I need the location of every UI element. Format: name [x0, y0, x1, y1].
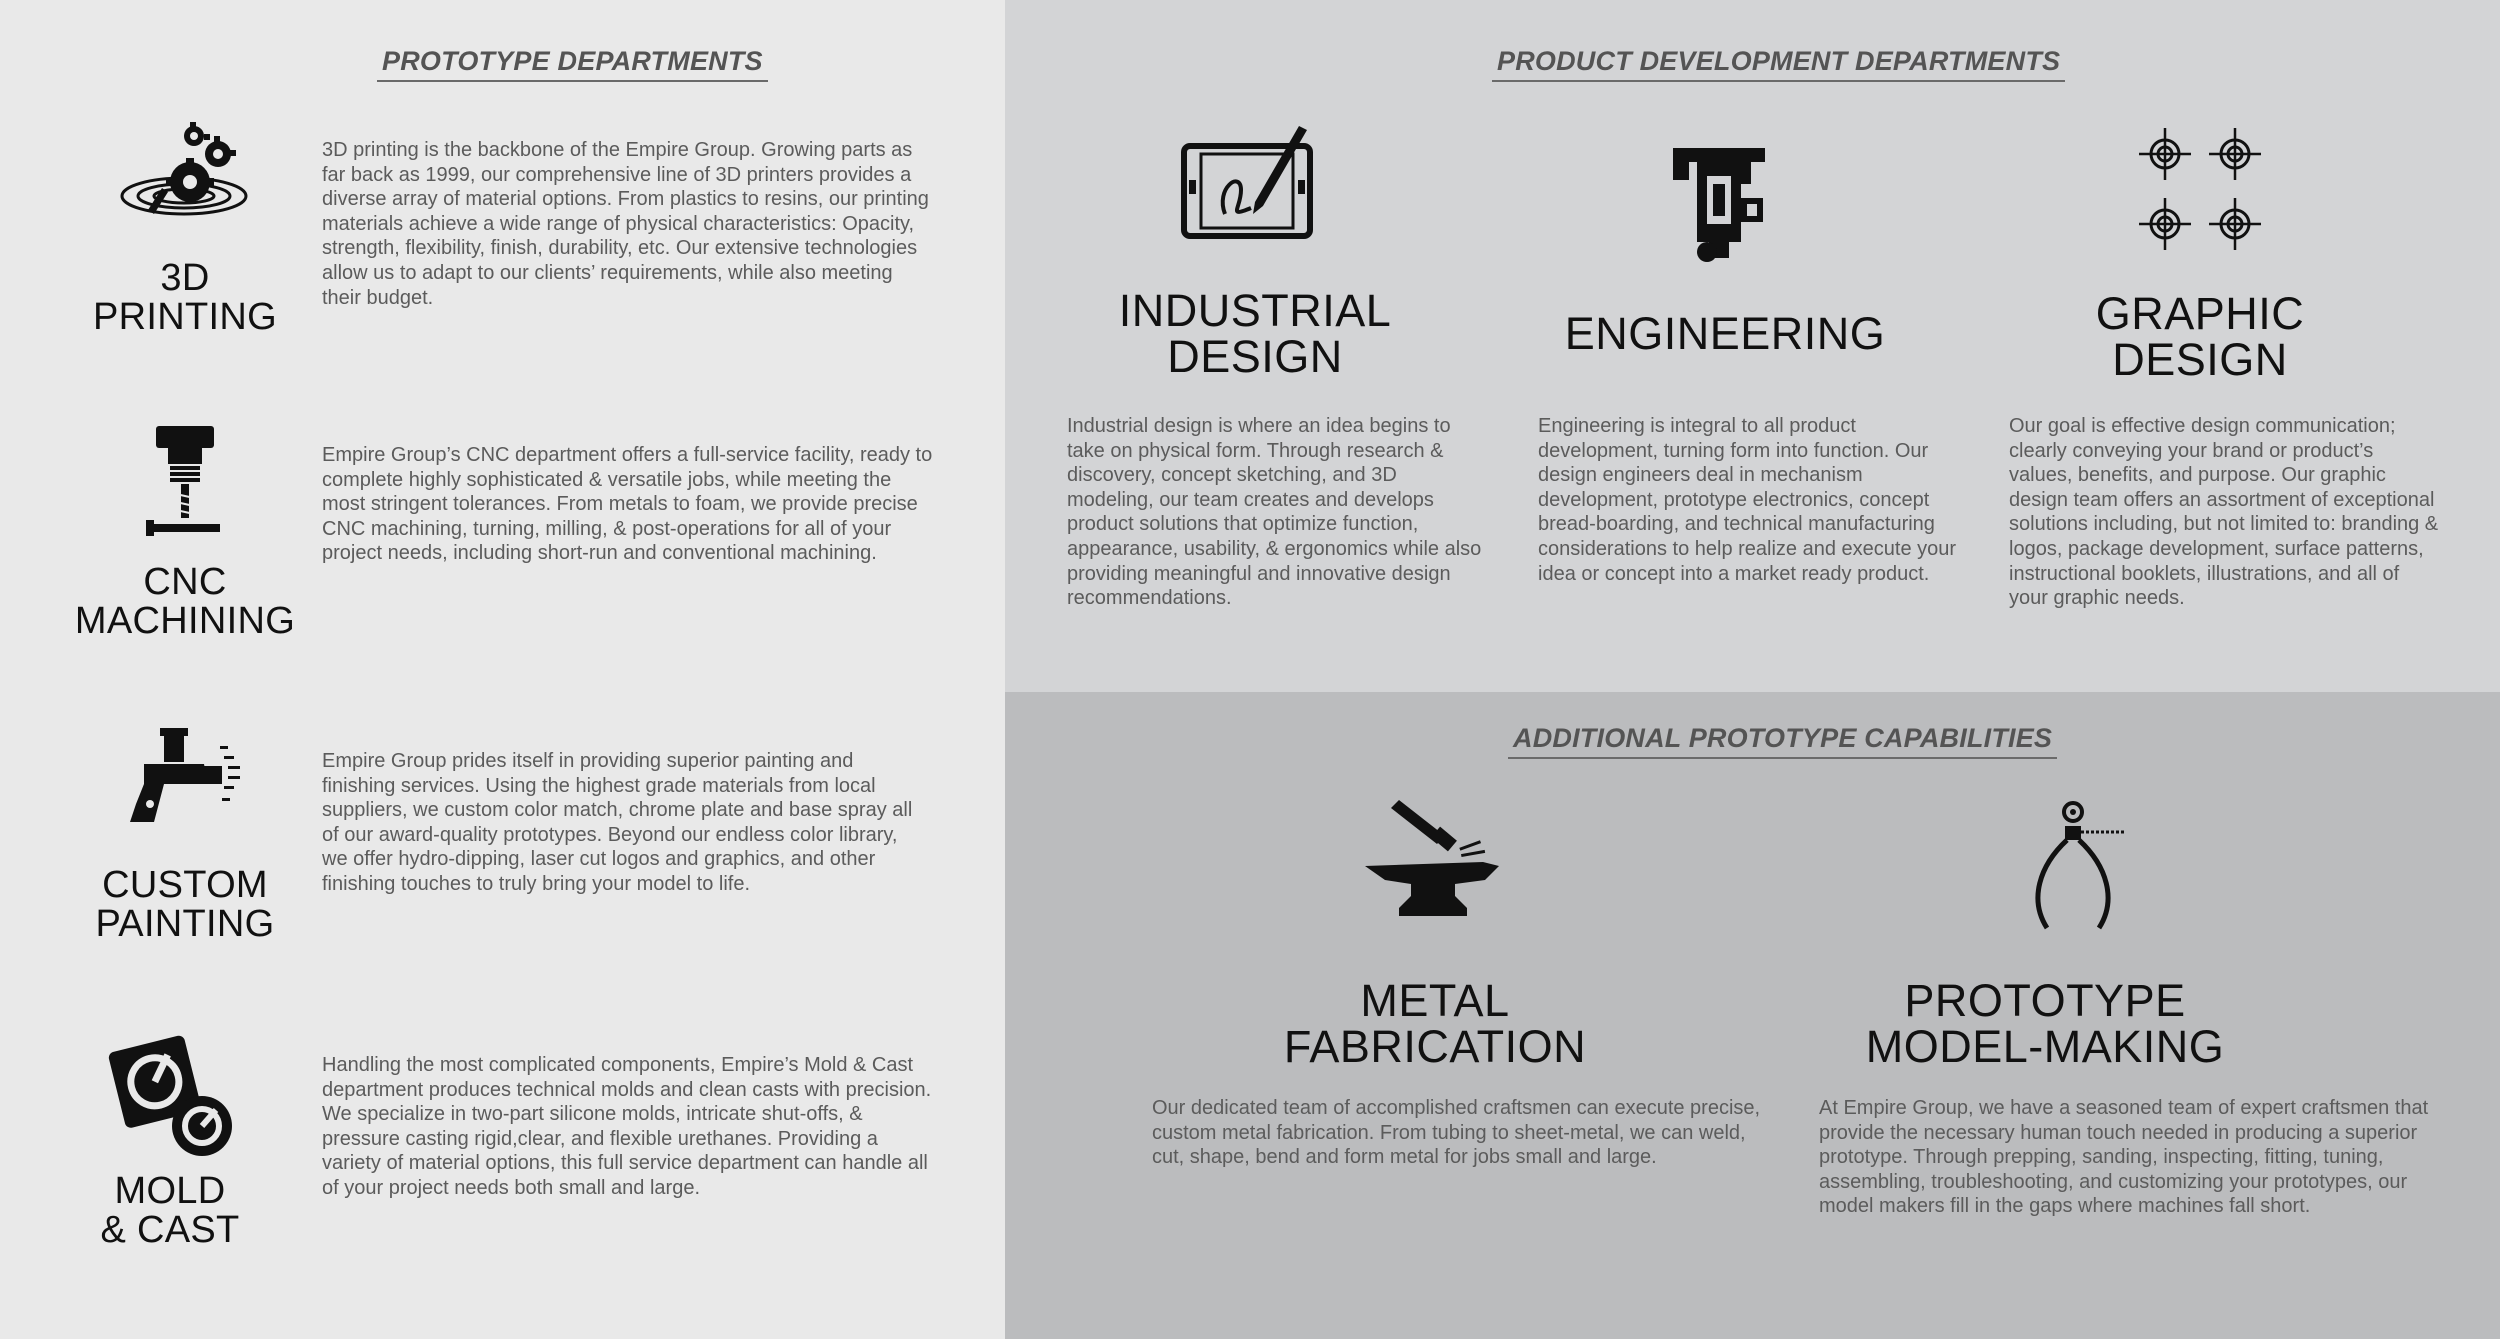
crop-marks-icon — [2135, 124, 2265, 254]
tablet-pen-icon — [1181, 118, 1319, 242]
dept-title-industrial-design: INDUSTRIAL DESIGN — [1118, 285, 1392, 382]
product-development-panel — [1005, 0, 2500, 692]
mold-cast-icon — [108, 1032, 234, 1158]
dept-desc-engineering: Engineering is integral to all product development, turning form into function. Our design engineers deal in mechanism development, prototype electronics, concept bread-boarding, and technical manufacturing considerations to help realize and execute your idea or concept into a market ready product. — [1538, 415, 1957, 585]
dept-title-custom-painting: CUSTOM PAINTING — [95, 864, 275, 945]
spray-gun-icon — [124, 726, 246, 826]
dept-title-prototype-model-making: PROTOTYPE MODEL-MAKING — [1865, 975, 2225, 1072]
dept-desc-3d-printing: 3D printing is the backbone of the Empire Group. Growing parts as far back as 1999, our comprehensive line of 3D printers provides a diverse array of material options. From plastics to resins, our printing materials achieve a wide range of physical characteristics: Opacity, strength, flexibility, finish, durability, etc. Our extensive technologies allow us to adapt to our clients’ requirements, while also meeting their budget. — [322, 139, 929, 309]
dept-desc-metal-fabrication: Our dedicated team of accomplished craftsmen can execute precise, custom metal fabrication. From tubing to sheet-metal, we can weld, cut, shape, bend and form metal for jobs small and large. — [1152, 1097, 1761, 1169]
dept-desc-graphic-design: Our goal is effective design communication; clearly conveying your brand or product’s values, benefits, and purpose. Our graphic design team offers an assortment of exceptional solutions including, but not limited to: branding & logos, package development, surface patterns, instructional booklets, illustrations, and all of your graphic needs. — [2009, 415, 2439, 610]
outside-caliper-icon — [2035, 800, 2131, 932]
dept-desc-mold-cast: Handling the most complicated components, Empire’s Mold & Cast department produces technical molds and clean casts with precision. We specialize in two-part silicone molds, intricate shut-offs, & pressure casting rigid,clear, and flexible urethanes. Providing a variety of material options, this full service department can handle all of your project needs both small and large. — [322, 1054, 932, 1199]
anvil-hammer-icon — [1363, 800, 1503, 918]
section-title: PRODUCT DEVELOPMENT DEPARTMENTS — [1492, 46, 2065, 82]
caliper-icon — [1671, 146, 1769, 264]
dept-desc-industrial-design: Industrial design is where an idea begins to take on physical form. Through research & discovery, concept sketching, and 3D modeling, our team creates and develops product solutions that optimize function, appearance, usability, & ergonomics while also providing meaningful and innovative design recommendations. — [1067, 415, 1482, 610]
dept-title-mold-cast: MOLD & CAST — [100, 1170, 240, 1251]
dept-title-cnc-machining: CNC MACHINING — [74, 561, 296, 642]
dept-title-engineering: ENGINEERING — [1564, 308, 1886, 359]
section-title: PROTOTYPE DEPARTMENTS — [377, 46, 768, 82]
dept-desc-custom-painting: Empire Group prides itself in providing superior painting and finishing services. Using the highest grade materials from local suppliers, we custom color match, chrome plate and base spray all of our award-quality prototypes. Beyond our endless color library, we offer hydro-dipping, laser cut logos and graphics, and other finishing touches to truly bring your model to life. — [322, 750, 913, 895]
dept-desc-cnc-machining: Empire Group’s CNC department offers a full-service facility, ready to complete highly sophisticated & versatile jobs, while meeting the most stringent tolerances. From metals to foam, we provide precise CNC machining, turning, milling, & post-operations for all of your project needs, including short-run and conventional machining. — [322, 444, 933, 565]
dept-desc-prototype-model-making: At Empire Group, we have a seasoned team of expert craftsmen that provide the necessary human touch needed in producing a superior prototype. Through prepping, sanding, inspecting, fitting, tuning, assembling, troubleshooting, and customizing your prototypes, our model makers fill in the gaps where machines fall short. — [1819, 1097, 2429, 1218]
dept-title-3d-printing: 3D PRINTING — [93, 257, 277, 338]
gears-3d-print-icon — [118, 118, 252, 228]
dept-title-metal-fabrication: METAL FABRICATION — [1283, 975, 1587, 1072]
dept-title-graphic-design: GRAPHIC DESIGN — [2095, 288, 2305, 385]
cnc-drill-icon — [146, 424, 224, 540]
prototype-departments-panel — [0, 0, 1005, 1339]
section-title: ADDITIONAL PROTOTYPE CAPABILITIES — [1508, 723, 2057, 759]
additional-capabilities-panel — [1005, 692, 2500, 1339]
